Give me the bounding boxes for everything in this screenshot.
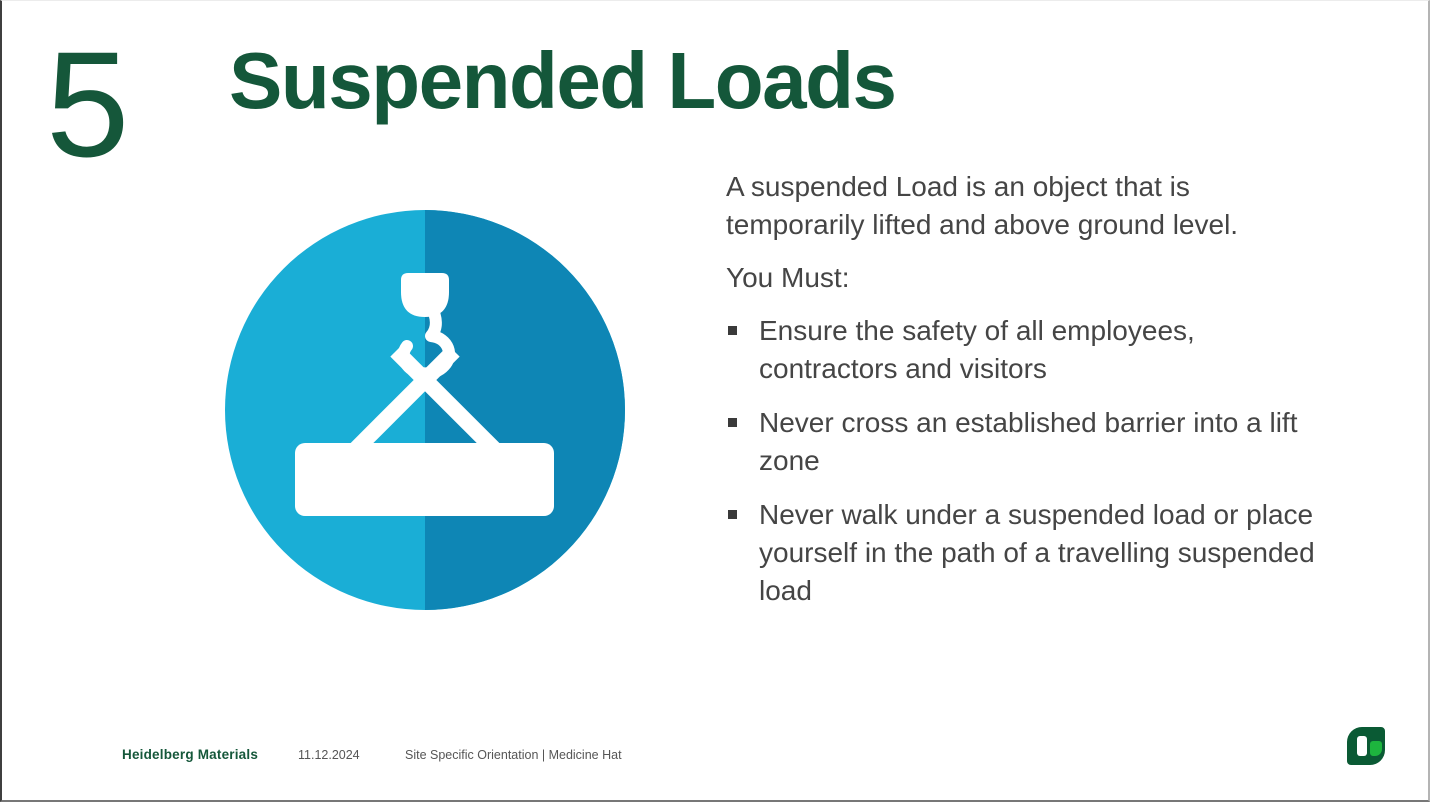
bullet-square-marker — [728, 326, 737, 335]
heidelberg-materials-logo-icon — [1347, 727, 1385, 765]
bullet-item — [726, 496, 1366, 610]
bullet-line: Never cross an established barrier into a lift — [759, 407, 1298, 438]
intro-paragraph — [726, 168, 1366, 244]
logo-green-leaf — [1370, 741, 1382, 756]
footer-company-name: Heidelberg Materials — [122, 747, 259, 762]
footer-presentation-title: Site Specific Orientation | Medicine Hat — [405, 748, 622, 762]
slide-number: 5 — [46, 20, 128, 188]
body-text-column — [726, 168, 1366, 626]
crane-hook-icon — [225, 210, 625, 610]
intro-line-1: A suspended Load is an object that is — [726, 171, 1190, 202]
footer-date: 11.12.2024 — [298, 748, 360, 762]
bullet-item — [726, 312, 1366, 388]
bullet-square-marker — [728, 510, 737, 519]
bullet-list — [726, 312, 1366, 610]
bullet-line: contractors and visitors — [759, 353, 1047, 384]
bullet-line: load — [759, 575, 812, 606]
bullet-line: yourself in the path of a travelling suspended — [759, 537, 1315, 568]
suspended-load-icon — [225, 210, 625, 610]
page-title: Suspended Loads — [229, 36, 896, 125]
intro-line-2: temporarily lifted and above ground level. — [726, 209, 1239, 240]
bullet-item — [726, 404, 1366, 480]
logo-white-block — [1357, 736, 1367, 756]
bullet-line: Ensure the safety of all employees, — [759, 315, 1195, 346]
slide-footer — [2, 745, 1428, 775]
bullet-line: Never walk under a suspended load or place — [759, 499, 1314, 530]
bullet-line: zone — [759, 445, 820, 476]
subheading: You Must: — [726, 262, 850, 293]
bullet-square-marker — [728, 418, 737, 427]
